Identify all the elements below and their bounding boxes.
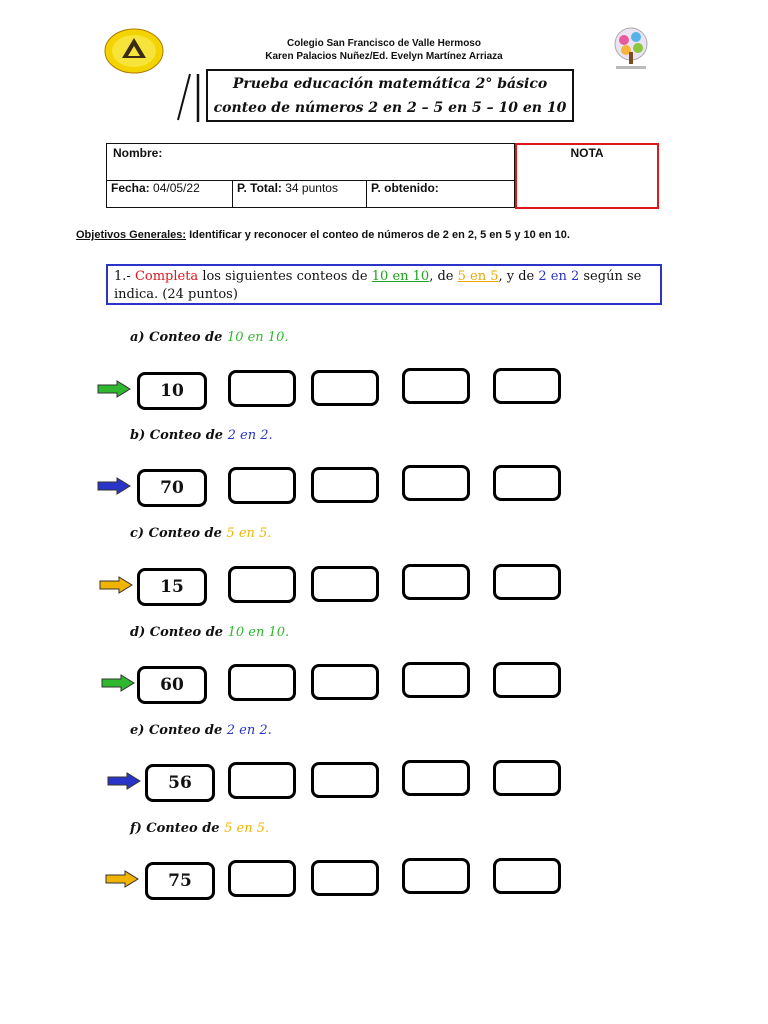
general-objectives: [76, 229, 716, 241]
date-cell: [107, 181, 233, 207]
arrow-right-icon: [99, 576, 133, 594]
exercise-prefix: d) Conteo de: [130, 625, 228, 640]
exercise-label: [130, 625, 289, 640]
obtained-points-label: P. obtenido:: [371, 181, 439, 195]
decorative-slash-lines: [174, 70, 204, 124]
name-label: Nombre:: [113, 146, 163, 160]
exercise-label: [130, 330, 289, 345]
answer-box[interactable]: [311, 566, 379, 602]
exam-title-line2: conteo de números 2 en 2 – 5 en 5 – 10 en 10: [213, 100, 567, 116]
teachers-names: Karen Palacios Nuñez/Ed. Evelyn Martínez Arriaza: [265, 51, 503, 62]
arrow-right-icon: [97, 477, 131, 495]
exercise-suffix: .: [267, 526, 272, 541]
exercise-label: [130, 526, 271, 541]
exercise-prefix: b) Conteo de: [130, 428, 228, 443]
total-points-label: P. Total:: [237, 181, 282, 195]
answer-box[interactable]: [493, 760, 561, 796]
arrow-right-icon: [107, 772, 141, 790]
exam-title-box: [206, 69, 574, 122]
exercise-prefix: e) Conteo de: [130, 723, 227, 738]
school-header: [200, 37, 568, 63]
exercise-step: 5 en 5: [224, 821, 265, 836]
exercise-suffix: .: [267, 723, 272, 738]
answer-box[interactable]: [493, 465, 561, 501]
exercise-step: 10 en 10: [227, 625, 286, 640]
exercise-label: [130, 428, 273, 443]
exercise-step: 5 en 5: [226, 526, 268, 541]
start-number-box: 56: [145, 764, 215, 802]
exercise-step: 10 en 10: [226, 330, 285, 345]
arrow-right-icon: [105, 870, 139, 888]
exercise-step: 2 en 2: [226, 723, 268, 738]
answer-box[interactable]: [311, 370, 379, 406]
exercise-suffix: .: [285, 625, 290, 640]
total-points-cell: [233, 181, 367, 207]
answer-box[interactable]: [228, 566, 296, 603]
instruction-keyword: Completa: [134, 269, 199, 284]
school-crest-logo-icon: [104, 28, 164, 74]
answer-box[interactable]: [228, 370, 296, 407]
obtained-points-cell: [367, 181, 514, 207]
answer-box[interactable]: [493, 564, 561, 600]
arrow-right-icon: [101, 674, 135, 692]
start-number-box: 60: [137, 666, 207, 704]
exercise-step: 2 en 2: [227, 428, 269, 443]
grade-label: NOTA: [570, 146, 604, 160]
answer-box[interactable]: [311, 762, 379, 798]
exercise-suffix: .: [268, 428, 273, 443]
answer-box[interactable]: [493, 858, 561, 894]
total-points-value: 34 puntos: [285, 181, 338, 195]
exercise-prefix: c) Conteo de: [130, 526, 227, 541]
answer-box[interactable]: [228, 762, 296, 799]
answer-box[interactable]: [402, 368, 470, 404]
answer-box[interactable]: [311, 664, 379, 700]
start-number-box: 70: [137, 469, 207, 507]
answer-box[interactable]: [228, 664, 296, 701]
answer-box[interactable]: [402, 465, 470, 501]
date-label: Fecha:: [111, 181, 150, 195]
instruction-highlight-2: 2 en 2: [538, 269, 580, 284]
instruction-box: [106, 264, 662, 305]
name-row: [107, 144, 514, 181]
instruction-text-1: los siguientes conteos de: [198, 269, 372, 284]
tree-logo-icon: [600, 26, 662, 74]
answer-box[interactable]: [493, 662, 561, 698]
exercise-prefix: f) Conteo de: [130, 821, 225, 836]
objectives-label: Objetivos Generales:: [76, 229, 187, 241]
details-row: [107, 181, 514, 207]
exercise-suffix: .: [284, 330, 289, 345]
instruction-text-4: según se indica. (24 puntos): [114, 269, 642, 302]
exercise-prefix: a) Conteo de: [130, 330, 227, 345]
objectives-text: Identificar y reconocer el conteo de números de 2 en 2, 5 en 5 y 10 en 10.: [186, 229, 570, 241]
instruction-text-3: , y de: [498, 269, 539, 284]
instruction-text-2: , de: [429, 269, 458, 284]
exercise-label: [130, 821, 269, 836]
answer-box[interactable]: [402, 564, 470, 600]
school-name: Colegio San Francisco de Valle Hermoso: [287, 38, 481, 49]
instruction-number: 1.-: [114, 269, 135, 284]
student-info-table: [106, 143, 515, 208]
answer-box[interactable]: [402, 858, 470, 894]
exercise-label: [130, 723, 272, 738]
instruction-highlight-5: 5 en 5: [457, 269, 499, 284]
date-value: 04/05/22: [153, 181, 200, 195]
exercise-suffix: .: [264, 821, 270, 836]
answer-box[interactable]: [311, 860, 379, 896]
start-number-box: 10: [137, 372, 207, 410]
answer-box[interactable]: [402, 760, 470, 796]
answer-box[interactable]: [228, 860, 296, 897]
answer-box[interactable]: [402, 662, 470, 698]
answer-box[interactable]: [228, 467, 296, 504]
answer-box[interactable]: [493, 368, 561, 404]
start-number-box: 75: [145, 862, 215, 900]
grade-box[interactable]: [515, 143, 659, 209]
arrow-right-icon: [97, 380, 131, 398]
exam-title-line1: Prueba educación matemática 2° básico: [232, 76, 548, 92]
answer-box[interactable]: [311, 467, 379, 503]
start-number-box: 15: [137, 568, 207, 606]
instruction-highlight-10: 10 en 10: [371, 269, 430, 284]
